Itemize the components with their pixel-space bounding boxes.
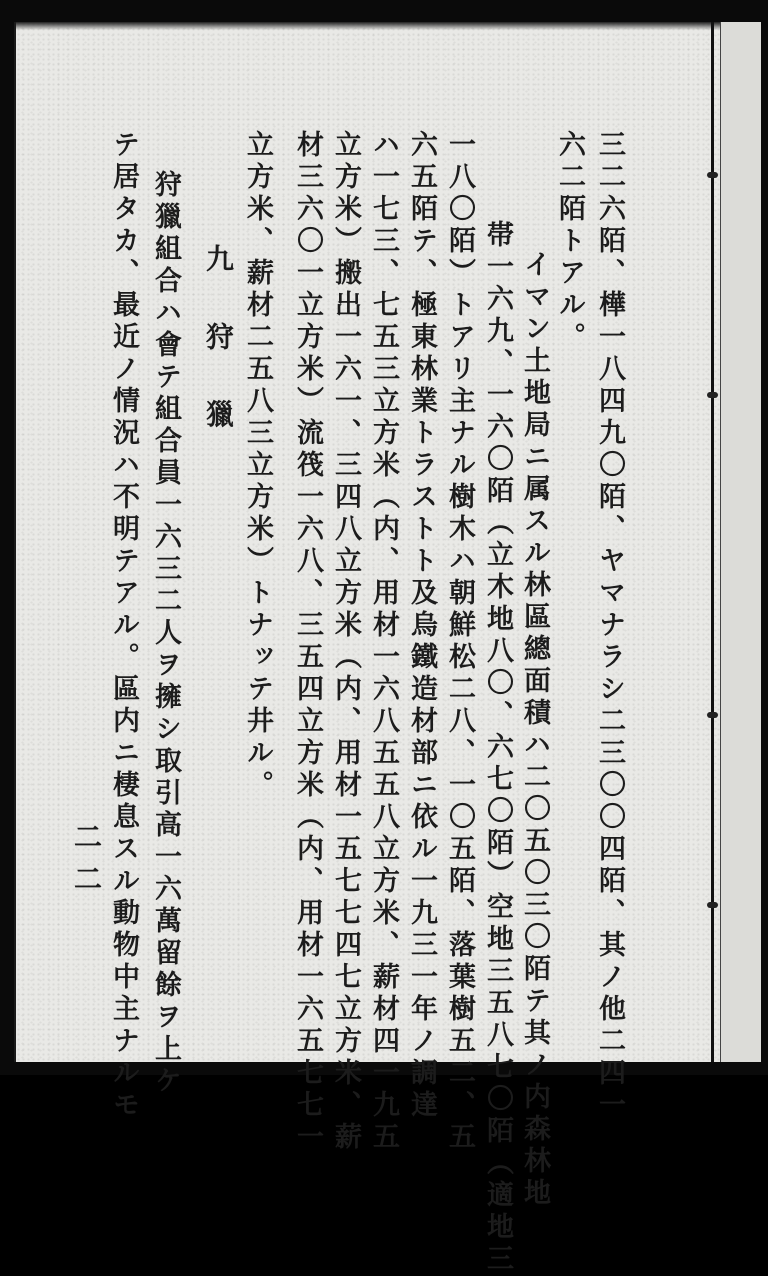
binding-knot (707, 172, 718, 178)
text-column: 立方米）搬出一六一、三四八立方米（内、用材一五七七四七立方米、薪 (330, 130, 361, 1154)
text-column: 帯一六九、一六〇陌（立木地八〇、六七〇陌）空地三五八七〇陌（適地三 (482, 220, 513, 1276)
text-column: イマン土地局ニ属スル林區總面積ハ二〇五〇三〇陌テ其ノ内森林地 (519, 250, 550, 1210)
binding-knot (707, 902, 718, 908)
text-column: 立方米、薪材二五八三立方米）トナッテ井ル。 (242, 130, 273, 802)
document-page (14, 22, 760, 1276)
section-heading: 九 狩 獵 (202, 244, 235, 448)
text-column: 三二六陌、樺一八四九〇陌、ヤマナラシ二三〇〇四陌、其ノ他二四一 (594, 130, 625, 1122)
text-column: テ居タカ、最近ノ情況ハ不明テアル。區内ニ棲息スル動物中主ナルモ (108, 130, 139, 1122)
text-column: 一八〇陌）トアリ主ナル樹木ハ朝鮮松二八、一〇五陌、落葉樹五二、五 (444, 130, 475, 1154)
text-column: 六二陌トアル。 (554, 130, 585, 354)
text-column: ハ一七三、七五三立方米（内、用材一六八五五八立方米、薪材四一九五 (368, 130, 399, 1154)
top-edge-shadow (16, 22, 760, 30)
binding-knot (707, 712, 718, 718)
binding-thread (706, 22, 720, 1062)
margin-strip (720, 22, 761, 1062)
text-column: 六五陌テ、極東林業トラストト及烏鐵造材部ニ依ル一九三一年ノ調達 (406, 130, 437, 1122)
text-column: 材三六〇一立方米）流筏一六八、三五四立方米（内、用材一六五七七一 (292, 130, 323, 1154)
page-number: 二二 (70, 822, 103, 906)
binding-knot (707, 392, 718, 398)
text-column: 狩獵組合ハ會テ組合員一六三二人ヲ擁シ取引高一六萬留餘ヲ上ケ (150, 170, 181, 1098)
